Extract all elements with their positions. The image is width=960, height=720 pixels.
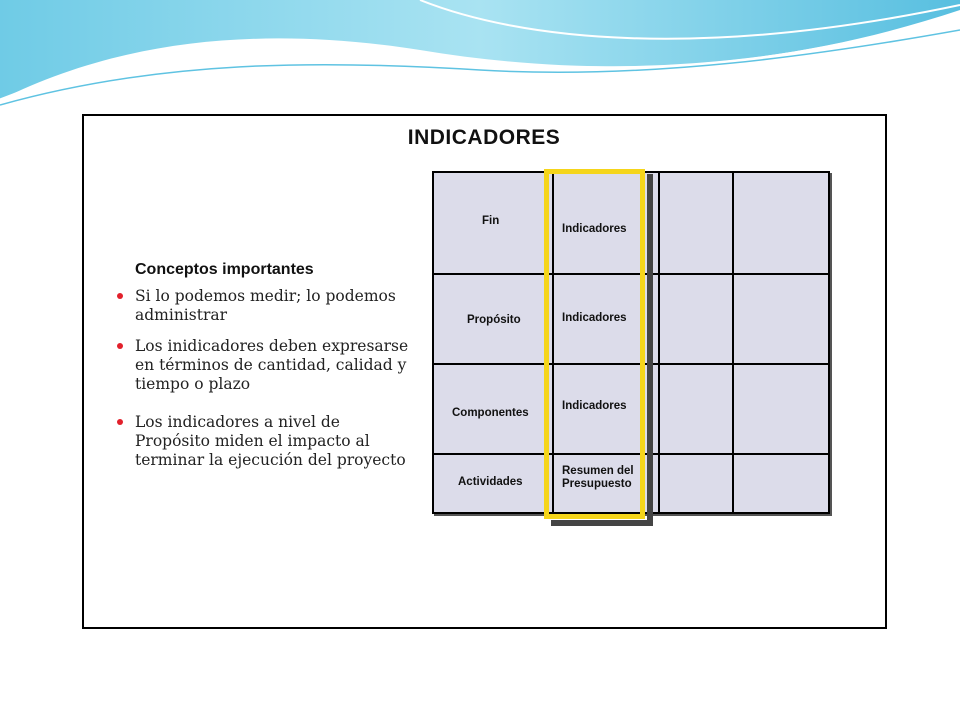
bullet-dot-icon [117, 293, 123, 299]
budget-summary-line: Presupuesto [562, 478, 632, 490]
bullet-dot-icon [117, 343, 123, 349]
bullet-item [117, 413, 417, 470]
matrix-divider [658, 173, 660, 512]
indicator-cell: Indicadores [562, 400, 627, 412]
bullet-line: administrar [135, 306, 228, 324]
bullet-item [117, 337, 417, 394]
bullet-line: en términos de cantidad, calidad y [135, 356, 407, 374]
matrix-divider [732, 173, 734, 512]
row-label-componentes: Componentes [452, 407, 529, 419]
bullet-line: tiempo o plazo [135, 375, 251, 393]
indicator-cell: Indicadores [562, 312, 627, 324]
budget-summary-line: Resumen del [562, 465, 634, 477]
slide-title: INDICADORES [407, 126, 561, 149]
row-label-fin: Fin [482, 215, 500, 227]
row-label-proposito: Propósito [467, 314, 521, 326]
concepts-heading: Conceptos importantes [135, 261, 314, 278]
bullet-dot-icon [117, 419, 123, 425]
indicators-column-highlight [544, 169, 645, 519]
indicator-cell: Indicadores [562, 223, 627, 235]
bullet-line: Los indicadores a nivel de [135, 413, 340, 431]
decorative-wave-header [0, 0, 960, 115]
bullet-line: Propósito miden el impacto al [135, 432, 370, 450]
bullet-item [117, 287, 417, 325]
slide-content-frame [82, 114, 887, 629]
bullet-line: terminar la ejecución del proyecto [135, 451, 406, 469]
row-label-actividades: Actividades [458, 476, 523, 488]
bullet-line: Si lo podemos medir; lo podemos [135, 287, 396, 305]
bullet-line: Los inidicadores deben expresarse [135, 337, 409, 355]
